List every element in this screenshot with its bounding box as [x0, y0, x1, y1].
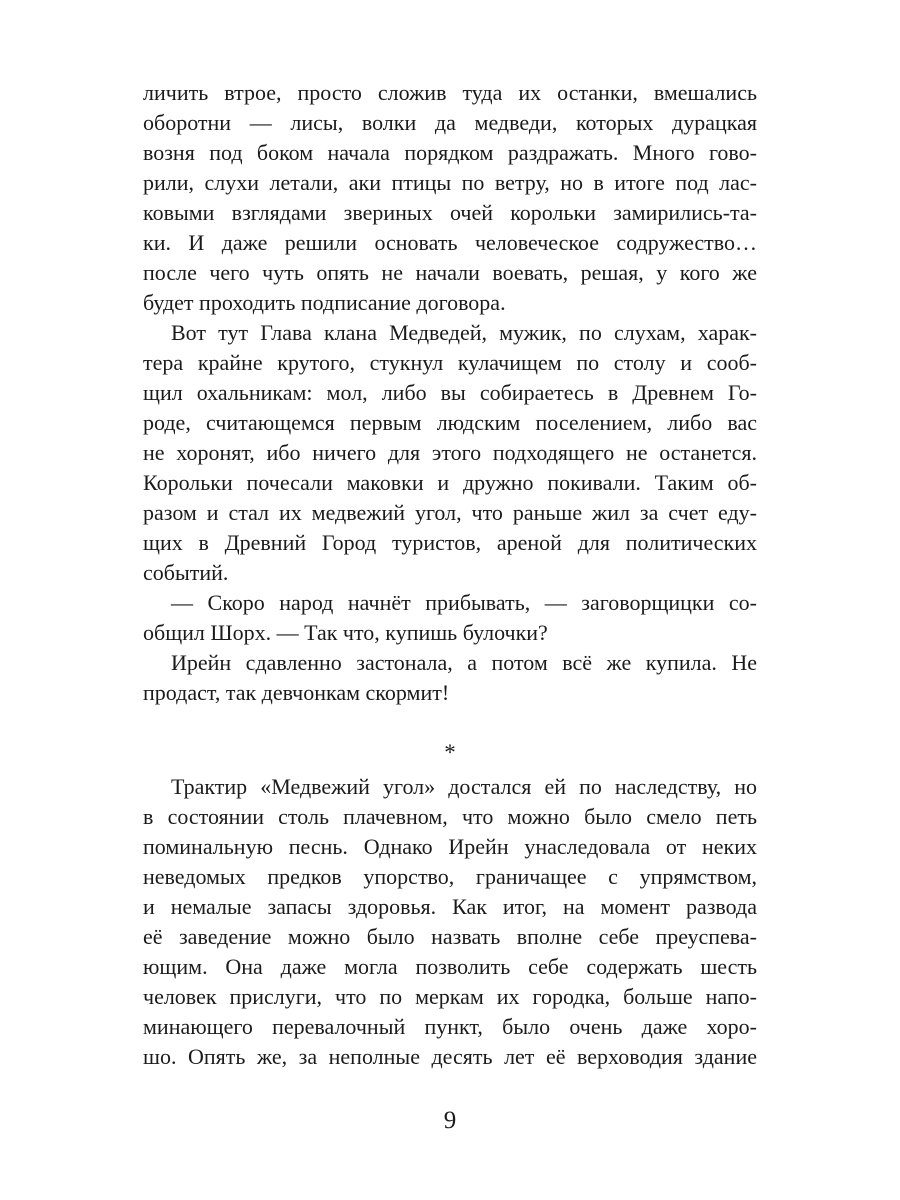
- text-line: и немалые запасы здоровья. Как итог, на момент развода: [143, 894, 757, 919]
- text-line: минающего перевалочный пункт, было очень даже хоро-: [143, 1014, 757, 1039]
- text-line: продаст, так девчонкам скормит!: [143, 680, 450, 705]
- text-line: оборотни — лисы, волки да медведи, которых дурацкая: [143, 110, 757, 135]
- text-line: будет проходить подписание договора.: [143, 290, 506, 315]
- text-line: Ирейн сдавленно застонала, а потом всё же купила. Не: [171, 650, 757, 675]
- text-line: Корольки почесали маковки и дружно покивали. Таким об-: [143, 470, 757, 495]
- text-line: общил Шорх. — Так что, купишь булочки?: [143, 620, 548, 645]
- text-line: Вот тут Глава клана Медведей, мужик, по слухам, харак-: [171, 320, 757, 345]
- text-line: рили, слухи летали, аки птицы по ветру, но в итоге под лас-: [143, 170, 757, 195]
- text-line: её заведение можно было назвать вполне себе преуспева-: [143, 924, 757, 949]
- text-line: человек прислуги, что по меркам их городка, больше напо-: [143, 984, 757, 1009]
- text-line: щих в Древний Город туристов, ареной для политических: [143, 530, 757, 555]
- text-line: разом и стал их медвежий угол, что раньше жил за счет еду-: [143, 500, 757, 525]
- text-line: ющим. Она даже могла позволить себе содержать шесть: [143, 954, 757, 979]
- text-line: — Скоро народ начнёт прибывать, — заговорщицки со-: [171, 590, 757, 615]
- text-line: ки. И даже решили основать человеческое содружество…: [143, 230, 757, 255]
- text-line: в состоянии столь плачевном, что можно было смело петь: [143, 804, 757, 829]
- text-line: неведомых предков упорство, граничащее с упрямством,: [143, 864, 757, 889]
- text-line: личить втрое, просто сложив туда их останки, вмешались: [143, 80, 757, 105]
- text-line: щил охальникам: мол, либо вы собираетесь в Древнем Го-: [143, 380, 757, 405]
- text-line: поминальную песнь. Однако Ирейн унаследовала от неких: [143, 834, 757, 859]
- text-line: роде, считающемся первым людским поселением, либо вас: [143, 410, 757, 435]
- section-separator: *: [444, 740, 456, 765]
- text-line: возня под боком начала порядком раздражать. Много гово-: [143, 140, 757, 165]
- text-line: событий.: [143, 560, 229, 585]
- page-number: 9: [443, 1107, 457, 1134]
- text-line: Трактир «Медвежий угол» достался ей по наследству, но: [171, 774, 757, 799]
- text-line: не хоронят, ибо ничего для этого подходящего не останется.: [143, 440, 757, 465]
- text-line: ковыми взглядами звериных очей корольки замирились-та-: [143, 200, 757, 225]
- page-text: [143, 78, 757, 1072]
- text-line: тера крайне крутого, стукнул кулачищем по столу и сооб-: [143, 350, 757, 375]
- text-line: шо. Опять же, за неполные десять лет её верховодия здание: [143, 1044, 757, 1069]
- text-line: после чего чуть опять не начали воевать, решая, у кого же: [143, 260, 757, 285]
